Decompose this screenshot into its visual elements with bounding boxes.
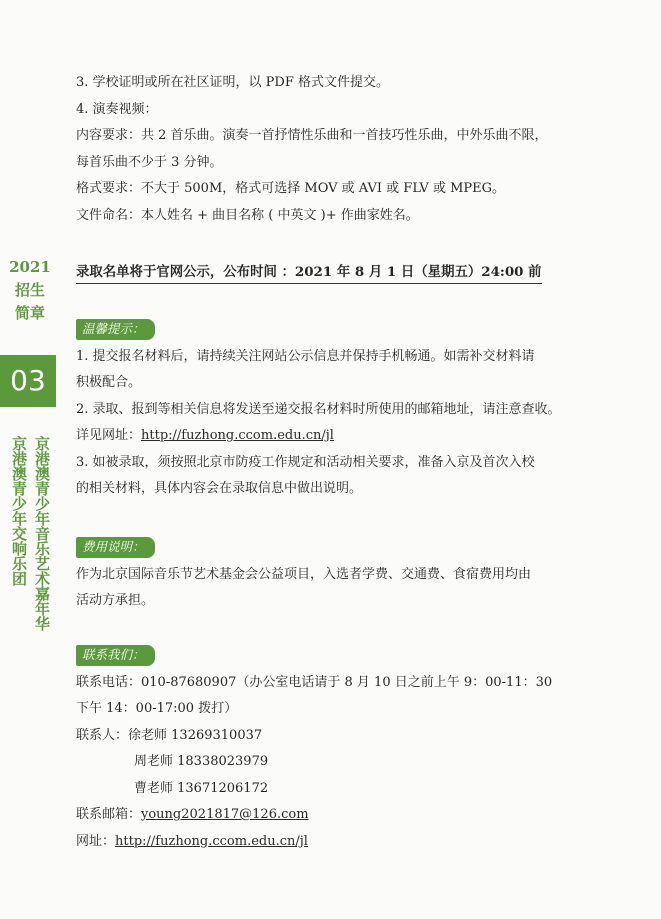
tips-line: 1. 提交报名材料后，请持续关注网站公示信息并保持手机畅通。如需补交材料请 — [76, 348, 535, 364]
contact-web-label: 网址： — [76, 833, 116, 849]
tips-section — [76, 317, 596, 503]
materials-line: 每首乐曲不少于 3 分钟。 — [76, 154, 223, 170]
contact-section — [76, 643, 596, 855]
contact-person: 曹老师 13671206172 — [134, 780, 269, 796]
materials-line: 3. 学校证明或所在社区证明，以 PDF 格式文件提交。 — [76, 75, 389, 90]
tips-line: 积极配合。 — [76, 375, 142, 390]
fees-tag: 费用说明： — [76, 537, 155, 558]
contact-web-link[interactable]: http://fuzhong.ccom.edu.cn/jl — [115, 833, 308, 849]
materials-section — [76, 70, 596, 229]
side-line-3: 简章 — [14, 304, 45, 322]
materials-line: 文件命名：本人姓名 + 曲目名称 ( 中英文 )+ 作曲家姓名。 — [76, 207, 419, 223]
materials-line: 4. 演奏视频： — [76, 101, 158, 117]
contact-web-row — [76, 829, 596, 856]
contact-phone-hours: 下午 14：00-17:00 拨打） — [76, 701, 238, 716]
contact-person-label: 联系人： — [76, 727, 129, 743]
side-line-2: 招生 — [14, 281, 45, 299]
tips-line: 2. 录取、报到等相关信息将发送至递交报名材料时所使用的邮箱地址，请注意查收。 — [76, 401, 561, 417]
side-year: 2021 — [9, 258, 51, 276]
contact-tag: 联系我们： — [76, 645, 155, 666]
contact-person: 徐老师 13269310037 — [128, 727, 263, 743]
contact-person: 周老师 18338023979 — [134, 754, 269, 769]
contact-email-link[interactable]: young2021817@126.com — [141, 807, 309, 822]
fees-section — [76, 535, 596, 615]
vertical-title-orchestra: 京港澳青少年交响乐团 — [10, 436, 28, 586]
materials-line: 内容要求：共 2 首乐曲。演奏一首抒情性乐曲和一首技巧性乐曲，中外乐曲不限， — [76, 128, 548, 143]
side-year-label — [8, 256, 52, 325]
contact-person-row — [76, 723, 596, 750]
vertical-title-carnival: 京港澳青少年音乐艺术嘉年华 — [33, 436, 51, 631]
fees-line: 作为北京国际音乐节艺术基金会公益项目，入选者学费、交通费、食宿费用均由 — [76, 566, 532, 582]
contact-email-row — [76, 802, 596, 829]
contact-phone: 联系电话：010-87680907（办公室电话请于 8 月 10 日之前上午 9：00-11：30 — [76, 674, 553, 690]
tips-url-label: 详见网址： — [76, 428, 142, 443]
tips-line: 3. 如被录取，须按照北京市防疫工作规定和活动相关要求，准备入京及首次入校 — [76, 454, 535, 470]
fees-line: 活动方承担。 — [76, 593, 155, 608]
tips-line: 的相关材料，具体内容会在录取信息中做出说明。 — [76, 481, 363, 496]
page-number: 03 — [0, 355, 56, 407]
admission-announcement: 录取名单将于官网公示，公布时间 ：2021 年 8 月 1 日（星期五）24:00 前 — [76, 262, 542, 284]
materials-line: 格式要求：不大于 500M，格式可选择 MOV 或 AVI 或 FLV 或 MPEG。 — [76, 181, 506, 196]
tips-url-link[interactable]: http://fuzhong.ccom.edu.cn/jl — [141, 428, 334, 443]
tips-line — [76, 423, 596, 450]
contact-email-label: 联系邮箱： — [76, 807, 142, 822]
tips-tag: 温馨提示： — [76, 319, 155, 340]
